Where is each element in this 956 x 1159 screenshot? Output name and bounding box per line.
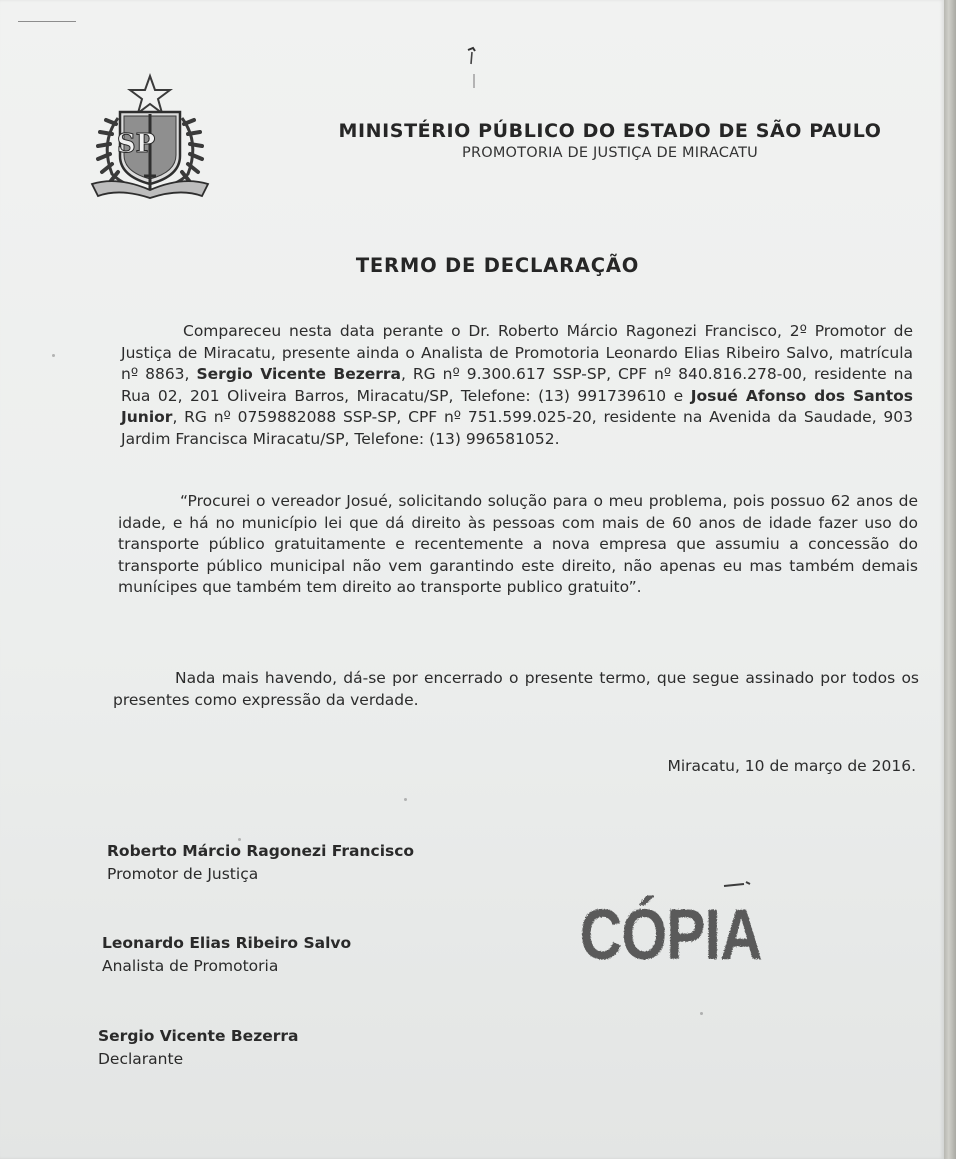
signatory-role: Analista de Promotoria [102, 957, 279, 975]
date-line: Miracatu, 10 de março de 2016. [667, 757, 916, 775]
declarant1-name: Sergio Vicente Bezerra [196, 365, 402, 384]
sp-coat-of-arms-seal [88, 72, 212, 200]
page-header [300, 120, 920, 161]
paragraph-attendance [121, 321, 913, 451]
signatory-role: Promotor de Justiça [107, 865, 259, 883]
paragraph-closing [113, 668, 919, 711]
paragraph1-text-b: , RG nº 9.300.617 SSP-SP, CPF nº 840.816.278-00, residente na Rua 02, 201 Oliveira Barros, Miracatu/SP, Telefone: (13) 991739610 e [121, 365, 913, 405]
statement-text: “Procurei o vereador Josué, solicitando solução para o meu problema, pois possuo 62 anos de idade, e há no município lei que dá direito às pessoas com mais de 60 anos de idade fazer uso do transporte público gratuitamente e recentemente a nova empresa que assumiu a concessão do transporte público municipal não vem garantindo este direito, não apenas eu mas também demais munícipes que também tem direito ao transporte publico gratuito”. [118, 492, 918, 597]
signatory-name: Leonardo Elias Ribeiro Salvo [102, 934, 352, 952]
paragraph1-text-a: Compareceu nesta data perante o Dr. Roberto Márcio Ragonezi Francisco, 2º Promotor de Justiça de Miracatu, presente ainda o Analista de Promotoria Leonardo Elias Ribeiro Salvo, matrícula nº 8863, [121, 322, 913, 384]
signatory-name: Roberto Márcio Ragonezi Francisco [107, 842, 415, 860]
page-edge [944, 0, 956, 1159]
signatory-block [102, 932, 351, 978]
office-name: PROMOTORIA DE JUSTIÇA DE MIRACATU [462, 145, 758, 161]
signatory-block [107, 840, 414, 886]
declarant2-name: Josué Afonso dos Santos Junior [121, 386, 913, 427]
corner-rule [18, 21, 76, 22]
copy-stamp [576, 876, 786, 976]
closing-text: Nada mais havendo, dá-se por encerrado o presente termo, que segue assinado por todos os presentes como expressão da verdade. [113, 669, 919, 709]
signatory-role: Declarante [98, 1050, 184, 1068]
signatory-block [98, 1025, 298, 1071]
paragraph-statement [118, 491, 918, 599]
document-title: TERMO DE DECLARAÇÃO [355, 254, 640, 277]
paragraph1-text-c: , RG nº 0759882088 SSP-SP, CPF nº 751.599.025-20, residente na Avenida da Saudade, 903 Jardim Francisca Miracatu/SP, Telefone: (13) 996581052. [121, 408, 913, 448]
institution-name: MINISTÉRIO PÚBLICO DO ESTADO DE SÃO PAULO [338, 120, 882, 142]
signatory-name: Sergio Vicente Bezerra [98, 1027, 299, 1045]
stamp-text: CÓPIA [579, 894, 762, 975]
ink-mark [462, 44, 480, 92]
emblem-letters: SP [116, 129, 156, 159]
